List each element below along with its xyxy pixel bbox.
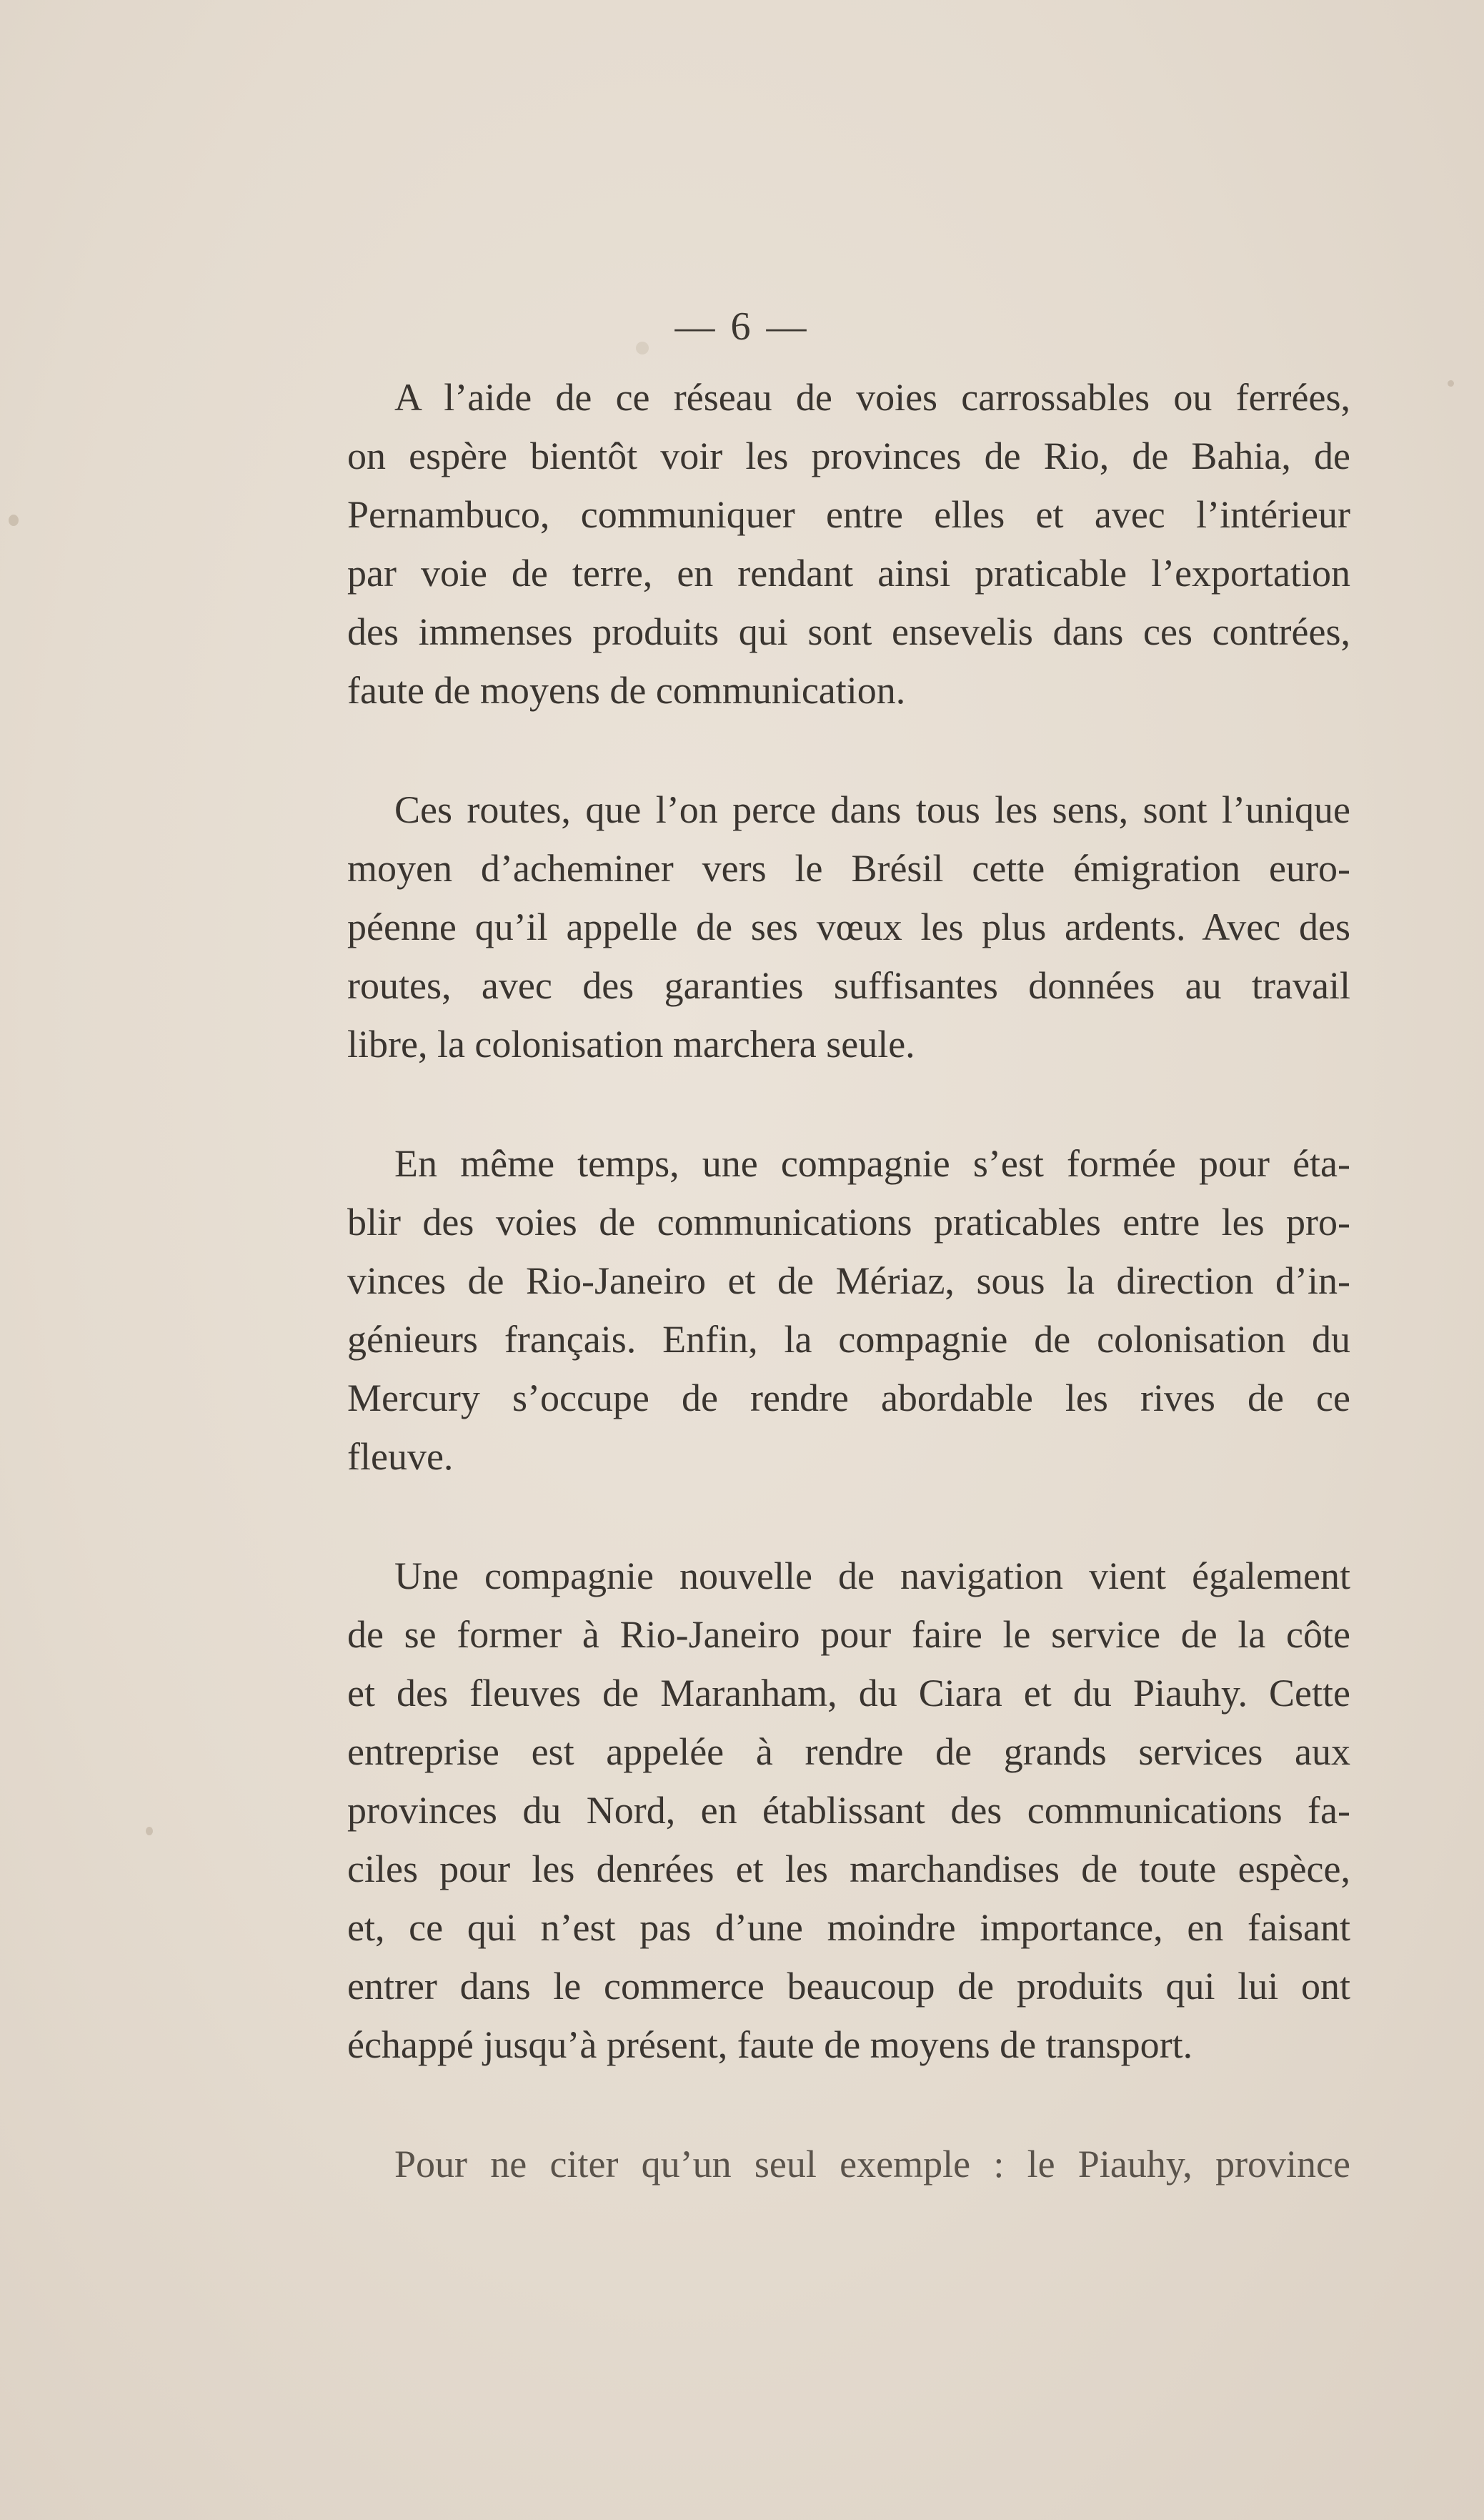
- text-line: Pour ne citer qu’un seul exemple : le Piauhy, province: [394, 2143, 1350, 2186]
- text-line: ciles pour les denrées et les marchandises de toute espèce,: [347, 1847, 1350, 1890]
- text-line: libre, la colonisation marchera seule.: [347, 1023, 915, 1066]
- text-line: et des fleuves de Maranham, du Ciara et du Piauhy. Cette: [347, 1672, 1350, 1715]
- text-line: échappé jusqu’à présent, faute de moyens de transport.: [347, 2023, 1193, 2066]
- text-line: de se former à Rio-Janeiro pour faire le service de la côte: [347, 1613, 1350, 1656]
- paper-speck: [9, 515, 19, 526]
- paragraph: [300, 368, 1350, 720]
- text-line: des immenses produits qui sont ensevelis dans ces contrées,: [347, 610, 1350, 653]
- text-line: moyen d’acheminer vers le Brésil cette émigration euro-: [347, 847, 1350, 890]
- paper-speck: [1448, 380, 1454, 387]
- text-line: Une compagnie nouvelle de navigation vient également: [394, 1554, 1350, 1597]
- text-line: Ces routes, que l’on perce dans tous les sens, sont l’unique: [394, 788, 1350, 831]
- text-line: blir des voies de communications praticables entre les pro-: [347, 1201, 1350, 1244]
- text-line: fleuve.: [347, 1435, 454, 1478]
- text-line: provinces du Nord, en établissant des communications fa-: [347, 1789, 1350, 1832]
- paragraph: [300, 1547, 1350, 2074]
- text-line: Pernambuco, communiquer entre elles et avec l’intérieur: [347, 493, 1350, 536]
- text-line: génieurs français. Enfin, la compagnie de colonisation du: [347, 1318, 1350, 1361]
- text-line: faute de moyens de communication.: [347, 669, 906, 712]
- body-text: [300, 368, 1350, 2193]
- text-line: entrer dans le commerce beaucoup de produits qui lui ont: [347, 1965, 1350, 2008]
- text-line: et, ce qui n’est pas d’une moindre importance, en faisant: [347, 1906, 1350, 1949]
- text-line: vinces de Rio-Janeiro et de Mériaz, sous la direction d’in-: [347, 1259, 1350, 1302]
- paragraph: [300, 1134, 1350, 1486]
- text-line: routes, avec des garanties suffisantes données au travail: [347, 964, 1350, 1007]
- text-line: on espère bientôt voir les provinces de Rio, de Bahia, de: [347, 435, 1350, 477]
- text-line: En même temps, une compagnie s’est formée pour éta-: [394, 1142, 1350, 1185]
- text-line: par voie de terre, en rendant ainsi praticable l’exportation: [347, 552, 1350, 595]
- paragraph: [300, 780, 1350, 1073]
- text-line: A l’aide de ce réseau de voies carrossables ou ferrées,: [394, 376, 1350, 419]
- paper-speck: [146, 1827, 153, 1835]
- paragraph: [300, 2135, 1350, 2193]
- text-line: Mercury s’occupe de rendre abordable les rives de ce: [347, 1376, 1350, 1419]
- page-number: — 6 —: [674, 304, 810, 349]
- text-line: entreprise est appelée à rendre de grands services aux: [347, 1730, 1350, 1773]
- text-line: péenne qu’il appelle de ses vœux les plus ardents. Avec des: [347, 906, 1350, 948]
